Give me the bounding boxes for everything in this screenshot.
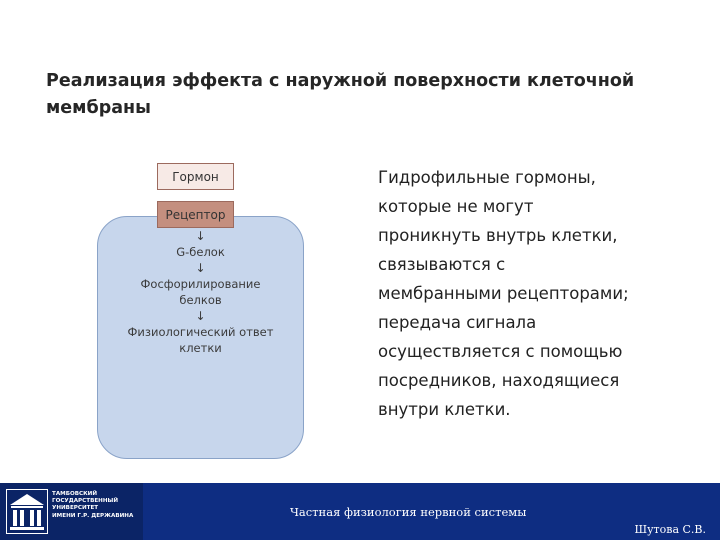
signal-chain <box>97 228 304 356</box>
receptor-label: Рецептор <box>165 207 226 222</box>
course-title: Частная физиология нервной системы <box>290 505 527 519</box>
description-line: посредников, находящиеся <box>378 371 620 390</box>
description-line: Гидрофильные гормоны, <box>378 168 596 187</box>
logo-line: ИМЕНИ Г.Р. ДЕРЖАВИНА <box>52 512 134 519</box>
arrow-down-icon: ↓ <box>195 309 206 323</box>
step-phosphorylation: Фосфорилирование <box>140 277 261 291</box>
step-physiological-response: Физиологический ответ <box>127 325 274 339</box>
description-line: внутри клетки. <box>378 400 511 419</box>
logo-line: ГОСУДАРСТВЕННЫЙ <box>52 498 118 505</box>
arrow-down-icon: ↓ <box>195 261 206 275</box>
description-line: передача сигнала <box>378 313 537 332</box>
description-line: осуществляется с помощью <box>378 342 623 361</box>
step-proteins: белков <box>179 293 222 307</box>
description-text <box>378 163 688 424</box>
title-line-1: Реализация эффекта с наружной поверхности клеточной <box>46 71 635 91</box>
step-g-protein: G-белок <box>176 245 225 259</box>
university-name <box>52 491 140 520</box>
slide-title <box>46 68 686 122</box>
footer-bar <box>0 483 720 540</box>
step-cell: клетки <box>179 341 222 355</box>
author-name: Шутова С.В. <box>634 523 706 536</box>
logo-line: УНИВЕРСИТЕТ <box>52 505 99 512</box>
university-logo <box>0 483 143 540</box>
hormone-box <box>157 163 234 190</box>
description-line: проникнуть внутрь клетки, <box>378 226 618 245</box>
description-line: связываются с <box>378 255 506 274</box>
title-line-2: мембраны <box>46 98 151 118</box>
hormone-label: Гормон <box>172 169 219 184</box>
logo-line: ТАМБОВСКИЙ <box>52 491 98 497</box>
receptor-box <box>157 201 234 228</box>
description-line: которые не могут <box>378 197 534 216</box>
description-line: мембранными рецепторами; <box>378 284 629 303</box>
arrow-down-icon: ↓ <box>195 229 206 243</box>
university-building-icon <box>6 489 48 534</box>
